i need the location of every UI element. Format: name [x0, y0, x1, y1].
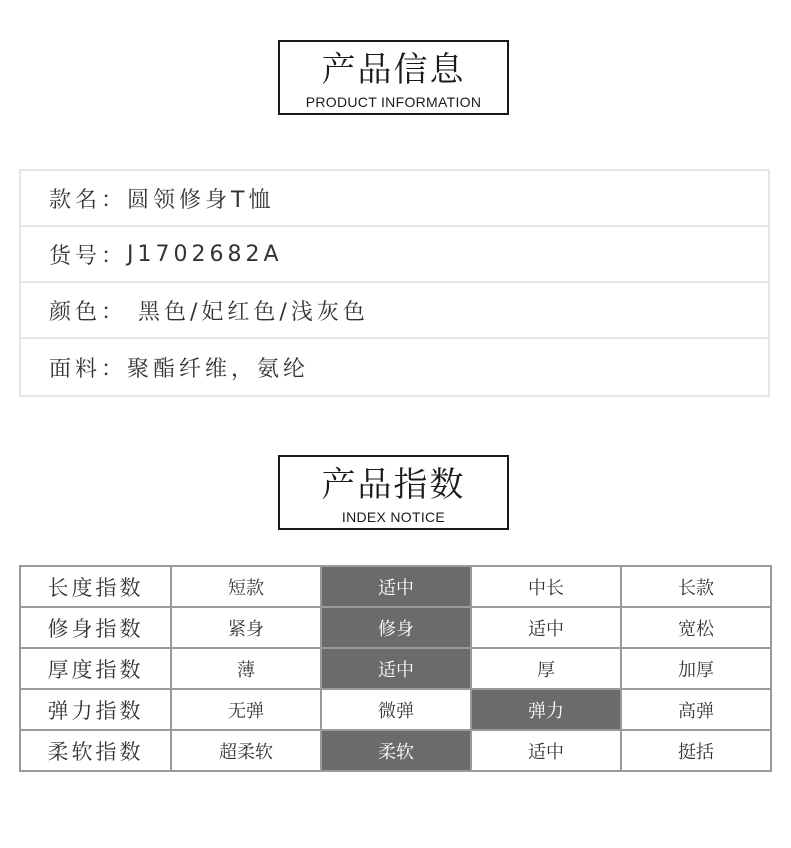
index-row-thickness: [20, 648, 771, 689]
index-option: 宽松: [621, 607, 771, 648]
index-option: 柔软: [321, 730, 471, 771]
product-info-subtitle: PRODUCT INFORMATION: [305, 94, 482, 110]
info-label: 款名：: [49, 187, 128, 213]
info-row-fabric: [21, 339, 768, 395]
info-value: 聚酯纤维，氨纶: [127, 356, 310, 382]
index-title: 产品指数: [321, 465, 466, 505]
index-option: 超柔软: [171, 730, 321, 771]
index-option: 长款: [621, 566, 771, 607]
index-option: 微弹: [321, 689, 471, 730]
info-label: 货号：: [49, 243, 128, 269]
index-option: 紧身: [171, 607, 321, 648]
info-label: 颜色：: [49, 299, 128, 325]
index-table: [19, 565, 772, 772]
index-subtitle: INDEX NOTICE: [341, 509, 446, 525]
index-option: 修身: [321, 607, 471, 648]
index-option: 适中: [471, 607, 621, 648]
index-option: 高弹: [621, 689, 771, 730]
product-info-title-box: [278, 40, 509, 115]
info-label: 面料：: [49, 356, 128, 382]
index-option: 短款: [171, 566, 321, 607]
index-title-box: [278, 455, 509, 530]
index-option: 无弹: [171, 689, 321, 730]
index-option: 弹力: [471, 689, 621, 730]
index-option: 适中: [471, 730, 621, 771]
index-option: 中长: [471, 566, 621, 607]
index-row-label: 长度指数: [20, 566, 171, 607]
index-row-elasticity: [20, 689, 771, 730]
product-info-title: 产品信息: [321, 50, 466, 90]
info-row-item-number: [21, 227, 768, 283]
index-row-fit: [20, 607, 771, 648]
product-info-table: [19, 169, 770, 397]
index-row-label: 修身指数: [20, 607, 171, 648]
index-option: 适中: [321, 648, 471, 689]
index-option: 适中: [321, 566, 471, 607]
index-row-label: 柔软指数: [20, 730, 171, 771]
index-row-label: 弹力指数: [20, 689, 171, 730]
info-row-style-name: [21, 171, 768, 227]
info-value: 黑色/妃红色/浅灰色: [127, 299, 369, 325]
index-option: 厚: [471, 648, 621, 689]
index-option: 薄: [171, 648, 321, 689]
info-row-color: [21, 283, 768, 339]
index-option: 加厚: [621, 648, 771, 689]
index-row-length: [20, 566, 771, 607]
info-value: J1702682A: [127, 241, 283, 267]
info-value: 圆领修身T恤: [127, 187, 275, 213]
index-option: 挺括: [621, 730, 771, 771]
index-row-softness: [20, 730, 771, 771]
index-row-label: 厚度指数: [20, 648, 171, 689]
